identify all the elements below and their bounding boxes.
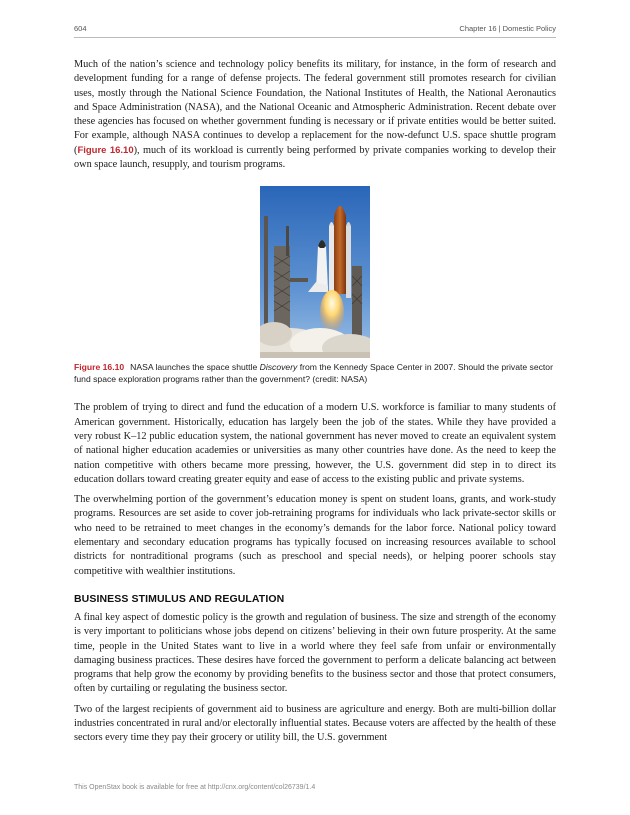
page-number: 604 bbox=[74, 24, 87, 33]
page-footer: This OpenStax book is available for free at http://cnx.org/content/col26739/1.4 bbox=[74, 784, 316, 791]
paragraph-agriculture-energy: Two of the largest recipients of government aid to business are agriculture and energy. Both are multi-billion dollar industries concentrated in rural and/or electorally influential states. Because voters are affected by the health of these sectors every time they pay their grocery or utility bill, the U.S. government bbox=[74, 703, 556, 744]
header-rule bbox=[74, 37, 556, 38]
section-heading: BUSINESS STIMULUS AND REGULATION bbox=[74, 592, 285, 605]
chapter-title: Chapter 16 | Domestic Policy bbox=[459, 24, 556, 33]
figure-16-10-link[interactable]: Figure 16.10 bbox=[77, 144, 134, 156]
paragraph-business-growth: A final key aspect of domestic policy is the growth and regulation of business. The size and strength of the economy is very important to politicians whose jobs depend on citizens’ believing in their own future prosperity. At the same time, people in the United States want to live in a world where they feel safe from unfair or environmentally damaging business practices. These desires have forced the government to perform a delicate balancing act between programs that help grow the economy by providing benefits to the business sector and those that protect consumers, often by curtailing or regulating the business sector. bbox=[74, 611, 556, 695]
paragraph-science-policy: Much of the nation’s science and technology policy benefits its military, for instance, in the form of research and development funding for a range of defense projects. The federal government still promotes research for civilian uses, mostly through the National Science Foundation, the National Institutes of Health, the National Aeronautics and Space Administration (NASA), and the National Oceanic and Atmospheric Administration. Recent debate over these agencies has focused on whether government funding is necessary or if private entities would be better suited. For example, although NASA continues to develop a replacement for the now-defunct U.S. space shuttle program (Figure 16.10), much of its workload is currently being performed by private companies working to develop their own space launch, resupply, and tourism programs. bbox=[74, 59, 556, 171]
figure-caption: Figure 16.10 NASA launches the space shuttle Discovery from the Kennedy Space Center in 2007. Should the private sector fund space exploration programs rather than the government? (credit: NASA) bbox=[74, 362, 553, 384]
figure-16-10 bbox=[74, 186, 556, 385]
figure-label: Figure 16.10 bbox=[74, 362, 125, 373]
paragraph-education-money: The overwhelming portion of the government’s education money is spent on student loans, grants, and work-study programs. Resources are set aside to cover job-retraining programs for individuals who lack private-sector skills or who need to be retrained to meet changes in the economy’s demands for the labor force. National policy toward elementary and secondary education programs has typically focused on increasing resources available to school districts for nontraditional programs (such as preschool and special needs), or helping poorer schools stay competitive with wealthier institutions. bbox=[74, 494, 556, 577]
paragraph-education-workforce: The problem of trying to direct and fund the education of a modern U.S. workforce is familiar to many students of American government. Historically, education has largely been the job of the states. While they have provided a very robust K–12 public education system, the national government has never moved to create an equivalent system of national higher education academies or universities as many other countries have done. As the need to keep the nation competitive with others became more pressing, however, the U.S. government did step in to direct its education dollars toward creating greater equity and ease of access to the existing public and private systems. bbox=[74, 402, 556, 485]
shuttle-launch-photo bbox=[260, 186, 370, 358]
page-content bbox=[74, 58, 556, 752]
